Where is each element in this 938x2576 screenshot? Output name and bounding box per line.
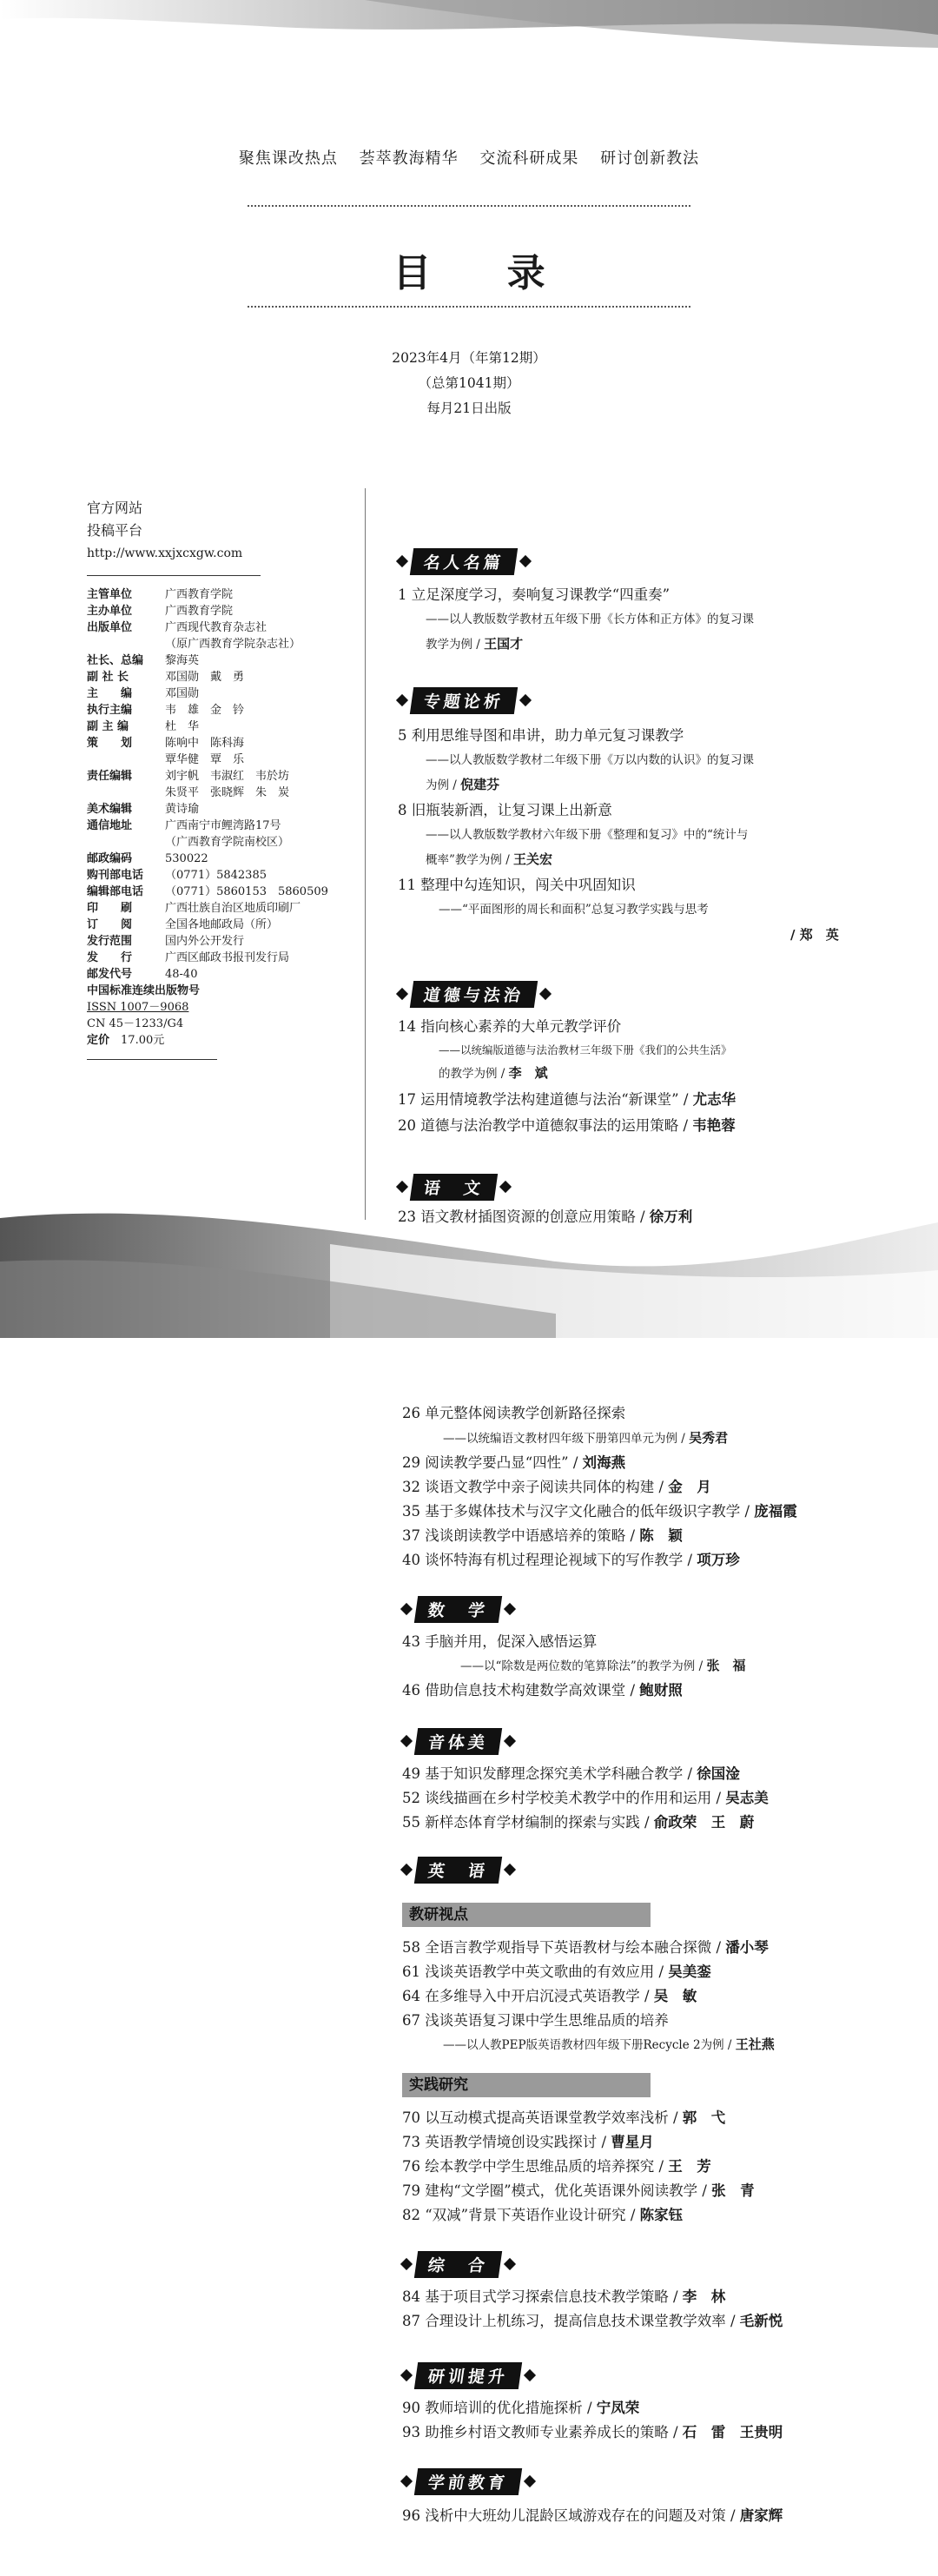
section-header: 道德与法治 — [398, 982, 550, 1006]
masthead-key: 副 主 编 — [87, 720, 129, 733]
masthead-row — [87, 818, 365, 834]
price-label: 定价 — [87, 1034, 110, 1047]
masthead-row — [87, 933, 365, 950]
toc-subtitle: ——以人教版数学教材二年级下册《万以内数的认识》的复习课 — [426, 753, 754, 767]
masthead-row — [87, 834, 365, 851]
masthead-value: 广西区邮政书报刊发行局 — [165, 951, 290, 964]
toc-subtitle: ——以人教版数学教材六年级下册《整理和复习》中的“统计与 — [426, 828, 749, 842]
masthead-row — [87, 851, 365, 867]
toc-entry[interactable]: 64 在多维导入中开启沉浸式英语教学 / 吴 敏 — [402, 1988, 697, 2004]
site-label: 官方网站 — [87, 500, 143, 516]
masthead-key: 主管单位 — [87, 588, 133, 601]
toc-subtitle: 教学为例 / 王国才 — [426, 636, 524, 652]
masthead-value: 黎海英 — [165, 654, 200, 667]
masthead-row — [87, 718, 365, 735]
masthead-value: 广西现代教育杂志社 — [165, 621, 268, 634]
toc-entry[interactable]: 93 助推乡村语文教师专业素养成长的策略 / 石 雷 王贵明 — [402, 2424, 783, 2440]
toc-entry[interactable]: 14 指向核心素养的大单元教学评价 — [398, 1018, 622, 1035]
column-divider — [365, 488, 366, 1220]
toc-subtitle: 概率”教学为例 / 王关宏 — [426, 851, 553, 867]
masthead-value: 530022 — [165, 852, 208, 865]
masthead-key: 策 划 — [87, 737, 133, 750]
issn: ISSN 1007－9068 — [87, 1001, 189, 1014]
section-header: 名人名篇 — [398, 549, 530, 573]
toc-entry[interactable]: 11 整理中勾连知识，闯关中巩固知识 — [398, 877, 636, 893]
masthead — [87, 497, 365, 1070]
tagline: 聚焦课改热点 荟萃教海精华 交流科研成果 研讨创新教法 — [238, 149, 700, 168]
issue-total: （总第1041期） — [418, 375, 520, 391]
toc-entry[interactable]: 40 谈怀特海有机过程理论视域下的写作教学 / 项万珍 — [402, 1552, 740, 1568]
masthead-row — [87, 950, 365, 966]
divider — [248, 205, 690, 207]
toc-entry[interactable]: 17 运用情境教学法构建道德与法治“新课堂” / 尤志华 — [398, 1091, 737, 1108]
masthead-row — [87, 867, 365, 884]
toc-entry[interactable]: 20 道德与法治教学中道德叙事法的运用策略 / 韦艳蓉 — [398, 1117, 736, 1134]
subsection-header: 实践研究 — [402, 2073, 651, 2097]
toc-subtitle: 的教学为例 / 李 斌 — [439, 1065, 548, 1081]
toc-subtitle: ——以“除数是两位数的笔算除法”的教学为例 / 张 福 — [460, 1658, 746, 1673]
diamond-icon — [519, 555, 532, 567]
masthead-row — [87, 619, 365, 636]
masthead-row — [87, 884, 365, 900]
masthead-row — [87, 966, 365, 983]
masthead-row — [87, 917, 365, 933]
masthead-value: （广西教育学院南校区） — [165, 836, 290, 849]
masthead-key: 执行主编 — [87, 704, 133, 717]
toc-entry[interactable]: 55 新样态体育学材编制的探索与实践 / 俞政荣 王 蔚 — [402, 1814, 755, 1831]
divider — [248, 306, 690, 308]
toc-entry[interactable]: 8 旧瓶装新酒，让复习课上出新意 — [398, 802, 612, 818]
masthead-row — [87, 685, 365, 702]
toc-subtitle: ——“平面图形的周长和面积”总复习教学实践与思考 — [439, 903, 709, 917]
toc-entry[interactable]: 49 基于知识发酵理念探究美术学科融合教学 / 徐国淦 — [402, 1765, 740, 1782]
masthead-value: 广西教育学院 — [165, 588, 234, 601]
toc-entry[interactable]: 35 基于多媒体技术与汉字文化融合的低年级识字教学 / 庞福霞 — [402, 1503, 797, 1520]
masthead-key: 副 社 长 — [87, 671, 129, 684]
toc-entry[interactable]: 84 基于项目式学习探索信息技术教学策略 / 李 林 — [402, 2288, 726, 2305]
masthead-value: 黄诗瑜 — [165, 803, 200, 816]
standard-title: 中国标准连续出版物号 — [87, 984, 201, 997]
masthead-key: 主办单位 — [87, 605, 133, 618]
diamond-icon — [396, 555, 408, 567]
masthead-row — [87, 735, 365, 752]
masthead-key: 通信地址 — [87, 819, 133, 832]
toc-entry[interactable]: 26 单元整体阅读教学创新路径探索 — [402, 1405, 626, 1421]
toc-page-2 — [0, 1338, 938, 2576]
toc-entry[interactable]: 46 借助信息技术构建数学高效课堂 / 鲍财照 — [402, 1682, 683, 1699]
toc-entry[interactable]: 58 全语言教学观指导下英语教材与绘本融合探微 / 潘小琴 — [402, 1939, 769, 1956]
masthead-row — [87, 652, 365, 669]
masthead-key: 出版单位 — [87, 621, 133, 634]
price: 17.00元 — [121, 1034, 165, 1047]
section-header: 学前教育 — [402, 2469, 534, 2493]
masthead-key — [87, 752, 165, 768]
toc-entry[interactable]: 37 浅谈朗读教学中语感培养的策略 / 陈 颖 — [402, 1527, 683, 1544]
page-title: 目 录 — [393, 251, 577, 295]
toc-subtitle: ——以统编版道德与法治教材三年级下册《我们的公共生活》 — [439, 1043, 732, 1056]
masthead-key: 订 阅 — [87, 918, 133, 931]
toc-author: / 郑 英 — [790, 927, 839, 943]
masthead-value: 48-40 — [165, 968, 198, 981]
toc-entry[interactable]: 43 手脑并用，促深入感悟运算 — [402, 1633, 598, 1650]
masthead-key: 发行范围 — [87, 935, 133, 948]
toc-entry[interactable]: 61 浅谈英语教学中英文歌曲的有效应用 / 吴美銮 — [402, 1963, 711, 1980]
masthead-key: 社长、总编 — [87, 654, 144, 667]
section-header: 数 学 — [402, 1597, 514, 1621]
masthead-value: 国内外公开发行 — [165, 935, 245, 948]
masthead-value: 广西教育学院 — [165, 605, 234, 618]
masthead-key: 发 行 — [87, 951, 133, 964]
issue-info — [0, 346, 938, 421]
website-link[interactable]: http://www.xxjxcxgw.com — [87, 546, 243, 560]
masthead-key: 责任编辑 — [87, 770, 133, 783]
cn-number: CN 45－1233/G4 — [87, 1017, 184, 1030]
section-header: 语 文 — [398, 1175, 510, 1199]
masthead-row — [87, 785, 365, 801]
toc-entry[interactable]: 82 “双减”背景下英语作业设计研究 / 陈家钰 — [402, 2207, 684, 2223]
masthead-value: 广西南宁市鲤湾路17号 — [165, 819, 281, 832]
masthead-value: 朱贤平 张晓辉 朱 炭 — [165, 786, 290, 799]
divider — [87, 1059, 217, 1060]
toc-entry[interactable]: 79 建构“文学圈”模式，优化英语课外阅读教学 / 张 青 — [402, 2182, 755, 2199]
masthead-value: （0771）5842385 — [165, 869, 267, 882]
toc-entry[interactable]: 5 利用思维导图和串讲，助力单元复习课教学 — [398, 727, 684, 744]
masthead-key: 邮发代号 — [87, 968, 133, 981]
toc-entry[interactable]: 76 绘本教学中学生思维品质的培养探究 / 王 芳 — [402, 2158, 711, 2175]
platform-label: 投稿平台 — [87, 522, 143, 539]
masthead-row — [87, 900, 365, 917]
toc-entry[interactable]: 52 谈线描画在乡村学校美术教学中的作用和运用 / 吴志美 — [402, 1790, 769, 1806]
masthead-key: 美术编辑 — [87, 803, 133, 816]
masthead-value: 覃华健 覃 乐 — [165, 753, 245, 766]
masthead-row — [87, 669, 365, 685]
subsection-header: 教研视点 — [402, 1903, 651, 1927]
masthead-row — [87, 752, 365, 768]
toc-entry[interactable]: 90 教师培训的优化措施探析 / 宁凤荣 — [402, 2400, 640, 2416]
masthead-value: 陈响中 陈科海 — [165, 737, 245, 750]
toc-subtitle: ——以人教PEP版英语教材四年级下册Recycle 2为例 / 王社燕 — [443, 2036, 775, 2052]
section-header: 综 合 — [402, 2252, 514, 2276]
toc-entry[interactable]: 70 以互动模式提高英语课堂教学效率浅析 / 郭 弋 — [402, 2109, 726, 2126]
masthead-key — [87, 785, 165, 801]
masthead-key: 印 刷 — [87, 902, 133, 915]
issue-schedule: 每月21日出版 — [426, 401, 512, 416]
toc-entry[interactable]: 73 英语教学情境创设实践探讨 / 曹星月 — [402, 2134, 654, 2150]
section-header: 专题论析 — [398, 688, 530, 712]
toc-entry[interactable]: 1 立足深度学习，奏响复习课教学“四重奏” — [398, 586, 670, 603]
masthead-value: 韦 雄 金 钤 — [165, 704, 245, 717]
section-header: 音体美 — [402, 1729, 514, 1753]
toc-entry[interactable]: 96 浅析中大班幼儿混龄区域游戏存在的问题及对策 / 唐家辉 — [402, 2507, 783, 2524]
masthead-key: 邮政编码 — [87, 852, 133, 865]
toc-subtitle: 为例 / 倪建芬 — [426, 777, 500, 792]
masthead-key: 主 编 — [87, 687, 133, 700]
masthead-key — [87, 834, 165, 851]
issue-date: 2023年4月（年第12期） — [392, 350, 546, 366]
decorative-wave-top — [0, 0, 938, 61]
decorative-wave-bottom — [0, 1183, 938, 1338]
masthead-value: 广西壮族自治区地质印刷厂 — [165, 902, 301, 915]
masthead-value: 全国各地邮政局（所） — [165, 918, 279, 931]
masthead-value: 刘宇帆 韦淑红 韦於坊 — [165, 770, 290, 783]
masthead-row — [87, 636, 365, 652]
toc-subtitle: ——以人教版数学教材五年级下册《长方体和正方体》的复习课 — [426, 613, 754, 626]
masthead-row — [87, 702, 365, 718]
masthead-row — [87, 586, 365, 603]
toc-entry[interactable]: 67 浅谈英语复习课中学生思维品质的培养 — [402, 2012, 669, 2029]
toc-subtitle: ——以统编语文教材四年级下册第四单元为例 / 吴秀君 — [443, 1430, 729, 1446]
masthead-value: 邓国勋 — [165, 687, 200, 700]
masthead-key: 购刊部电话 — [87, 869, 144, 882]
toc-entry[interactable]: 32 谈语文教学中亲子阅读共同体的构建 / 金 月 — [402, 1479, 711, 1495]
divider — [87, 575, 261, 576]
masthead-value: 杜 华 — [165, 720, 200, 733]
section-header: 英 语 — [402, 1858, 514, 1882]
masthead-key — [87, 636, 165, 652]
masthead-row — [87, 801, 365, 818]
masthead-list — [87, 586, 365, 983]
toc-entry[interactable]: 23 语文教材插图资源的创意应用策略 / 徐万利 — [398, 1209, 693, 1225]
section-header: 研训提升 — [402, 2363, 534, 2387]
masthead-key: 编辑部电话 — [87, 885, 144, 898]
toc-entry[interactable]: 29 阅读教学要凸显“四性” / 刘海燕 — [402, 1454, 626, 1471]
masthead-value: （0771）5860153 5860509 — [165, 885, 328, 898]
masthead-value: （原广西教育学院杂志社） — [165, 638, 301, 651]
masthead-row — [87, 768, 365, 785]
masthead-row — [87, 603, 365, 619]
masthead-value: 邓国勋 戴 勇 — [165, 671, 245, 684]
toc-entry[interactable]: 87 合理设计上机练习，提高信息技术课堂教学效率 / 毛新悦 — [402, 2313, 783, 2329]
